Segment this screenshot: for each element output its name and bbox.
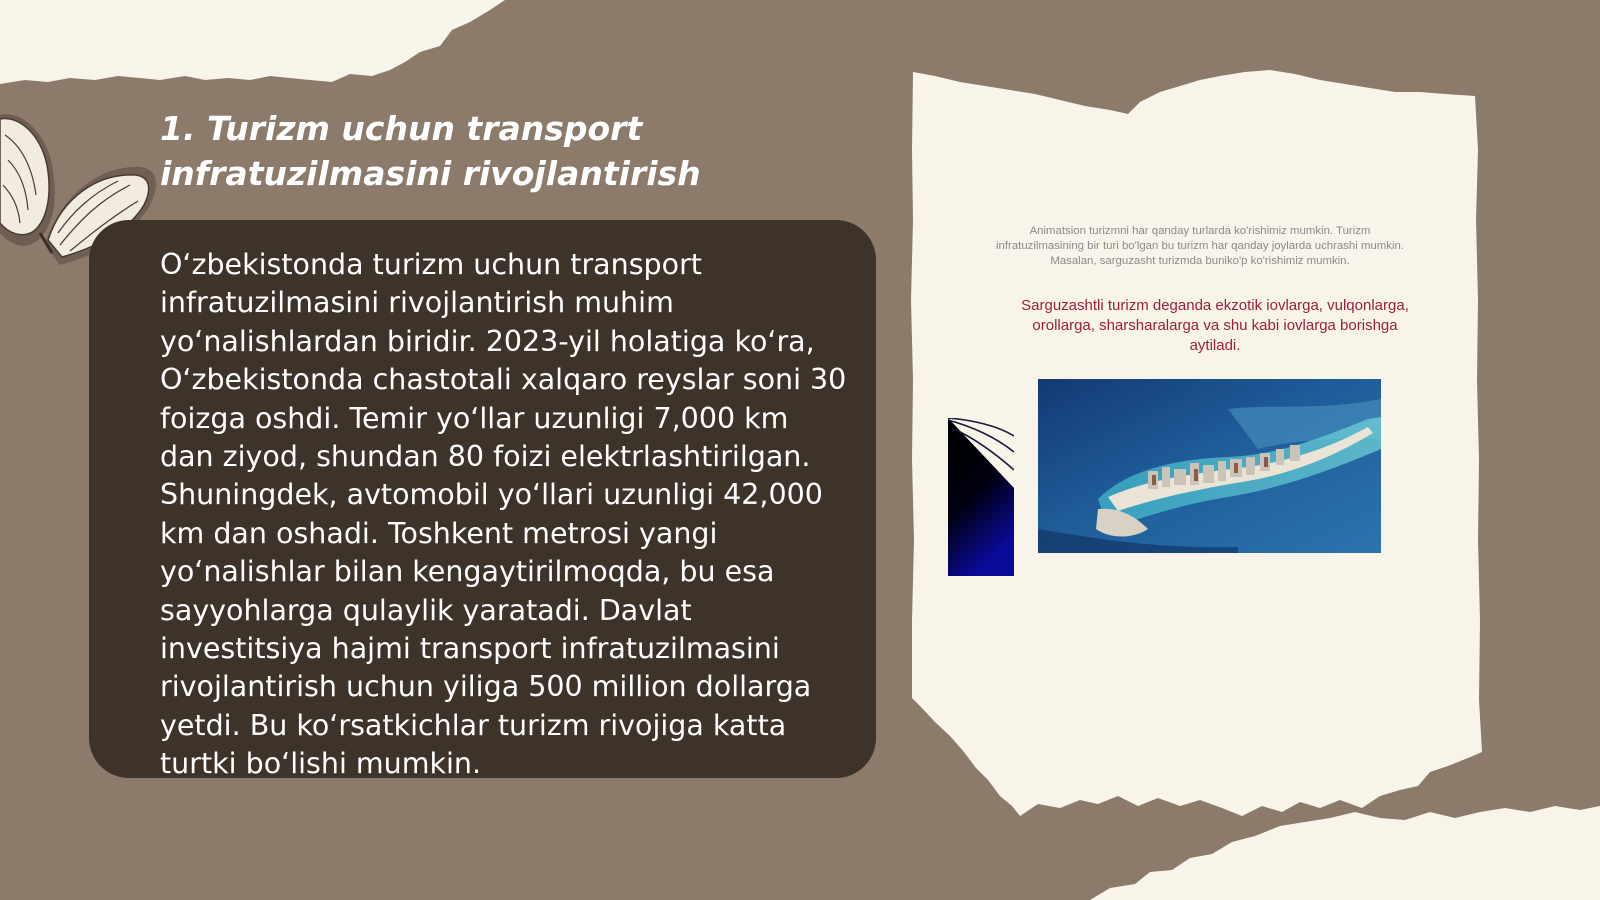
paper-caption: Animatsion turizmni har qanday turlarda ko'rishimiz mumkin. Turizm infratuzilmasining bir turi bo'lgan bu turizm har qanday joylarda uchrashi mumkin. Masalan, sarguzasht turizmda buniko'p ko'rishimiz mumkin.	[996, 225, 1404, 267]
blue-corner-shape	[948, 418, 1014, 576]
body-text: O‘zbekistonda turizm uchun transport infratuzilmasini rivojlantirish muhim yo‘nalishlardan biridir. 2023-yil holatiga ko‘ra, O‘zbekistonda chastotali xalqaro reyslar soni 30 foizga oshdi. Temir yo‘llar uzunligi 7,000 km dan ziyod, shundan 80 foizi elektrlashtirilgan. Shuningdek, avtomobil yo‘llari uzunligi 42,000 km dan oshadi. Toshkent metrosi yangi yo‘nalishlar bilan kengaytirilmoqda, bu esa sayyohlarga qulaylik yaratadi. Davlat investitsiya hajmi transport infratuzilmasini rivojlantirish uchun yiliga 500 million dollarga yetdi. Bu ko‘rsatkichlar turizm rivojiga katta turtki bo‘lishi mumkin.	[160, 248, 847, 781]
aerial-island-photo	[1038, 379, 1381, 553]
paper-highlight-text: Sarguzashtli turizm deganda ekzotik iovlarga, vulqonlarga, orollarga, sharsharalarga va shu kabi iovlarga borishga aytiladi.	[1021, 297, 1409, 354]
slide-title: 1. Turizm uchun transport infratuzilmasini rivojlantirish	[160, 109, 701, 193]
